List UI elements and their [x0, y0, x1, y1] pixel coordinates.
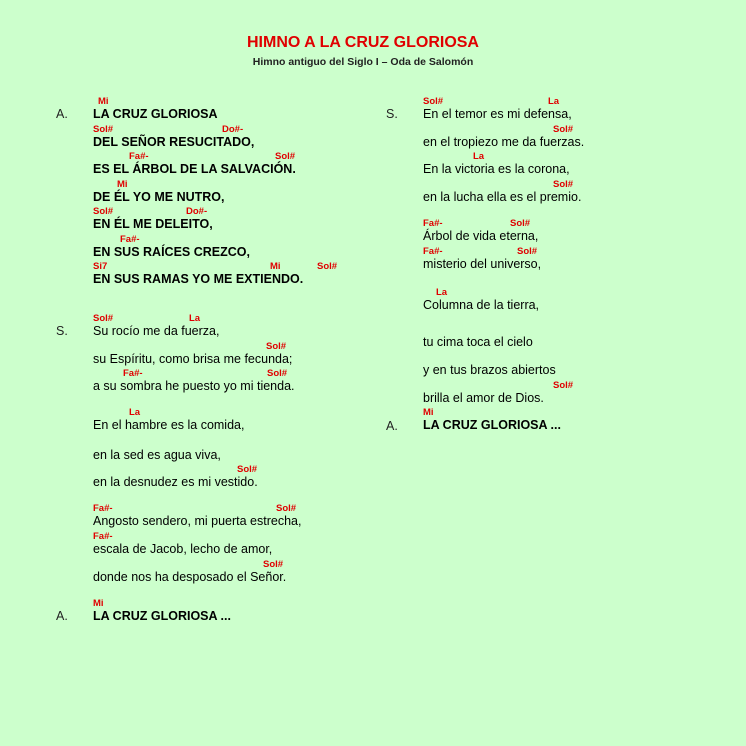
chord-label: Sol#	[263, 559, 284, 570]
chord-label: Sol#	[267, 368, 288, 379]
chord-label: Sol#	[276, 503, 297, 514]
right-verse-line	[423, 352, 723, 380]
left-verse-line	[93, 151, 393, 179]
right-verse-line	[423, 124, 723, 152]
chord-label: La	[436, 287, 448, 298]
chord-label: Sol#	[553, 380, 574, 391]
chord-label: La	[129, 407, 141, 418]
left-verse-line	[93, 234, 393, 262]
right-verse-line	[423, 324, 723, 352]
chord-label: Si7	[93, 261, 108, 272]
song-subtitle: Himno antiguo del Siglo I – Oda de Salomón	[252, 56, 474, 68]
lyric-text: Árbol de vida eterna,	[423, 229, 539, 243]
chord-label: Sol#	[93, 124, 114, 135]
chord-label: Sol#	[266, 341, 287, 352]
chord-label: Mi	[98, 96, 109, 107]
left-verse-line	[93, 179, 393, 207]
chord-label: Sol#	[553, 179, 574, 190]
chord-label: Do#-	[222, 124, 244, 135]
lyric-text: donde nos ha desposado el Señor.	[93, 570, 287, 584]
lyric-text: EN SUS RAÍCES CREZCO,	[93, 245, 250, 259]
left-verse-line	[93, 559, 393, 587]
lyric-text: EN SUS RAMAS YO ME EXTIENDO.	[93, 272, 304, 286]
section-marker: A.	[56, 609, 68, 623]
lyric-text: DE ÉL YO ME NUTRO,	[93, 190, 225, 204]
lyric-text: DEL SEÑOR RESUCITADO,	[93, 135, 255, 149]
chord-label: Fa#-	[423, 218, 443, 229]
right-verse-line	[423, 151, 723, 179]
right-verse-line	[423, 380, 723, 408]
left-verse-line	[93, 313, 393, 341]
lyric-text: LA CRUZ GLORIOSA ...	[423, 418, 561, 432]
left-verse-line	[93, 598, 393, 626]
chord-label: Sol#	[423, 96, 444, 107]
lyric-text: EN ÉL ME DELEITO,	[93, 217, 213, 231]
lyric-text: LA CRUZ GLORIOSA	[93, 107, 218, 121]
left-verse-line	[93, 96, 393, 124]
lyric-text: ES EL ÁRBOL DE LA SALVACIÓN.	[93, 162, 296, 176]
left-verse-line	[93, 437, 393, 465]
left-verse-line	[93, 206, 393, 234]
chord-label: Sol#	[93, 313, 114, 324]
left-verse-line	[93, 464, 393, 492]
lyric-text: en la desnudez es mi vestido.	[93, 475, 258, 489]
section-marker: A.	[56, 107, 68, 121]
left-verse-line	[93, 531, 393, 559]
section-marker: S.	[56, 324, 68, 338]
chord-label: Sol#	[275, 151, 296, 162]
section-marker: S.	[386, 107, 398, 121]
lyric-text: En el temor es mi defensa,	[423, 107, 572, 121]
chord-label: Mi	[117, 179, 128, 190]
lyric-text: misterio del universo,	[423, 257, 542, 271]
lyric-text: LA CRUZ GLORIOSA ...	[93, 609, 231, 623]
chord-label: La	[189, 313, 201, 324]
left-verse-line	[93, 341, 393, 369]
chord-label: Sol#	[517, 246, 538, 257]
lyric-text: En el hambre es la comida,	[93, 418, 245, 432]
chord-label: Do#-	[186, 206, 208, 217]
chord-label: Fa#-	[93, 503, 113, 514]
chord-label: Fa#-	[423, 246, 443, 257]
chord-label: Sol#	[93, 206, 114, 217]
chord-label: Fa#-	[120, 234, 140, 245]
left-verse-line	[93, 261, 393, 289]
chord-label: Mi	[93, 598, 104, 609]
chord-label: Fa#-	[123, 368, 143, 379]
lyric-text: Angosto sendero, mi puerta estrecha,	[93, 514, 302, 528]
lyric-text: En la victoria es la corona,	[423, 162, 570, 176]
lyric-text: y en tus brazos abiertos	[423, 363, 556, 377]
right-verse-line	[423, 287, 723, 315]
chord-label: Mi	[270, 261, 281, 272]
lyric-text: escala de Jacob, lecho de amor,	[93, 542, 273, 556]
lyric-text: a su sombra he puesto yo mi tienda.	[93, 379, 295, 393]
right-verse-line	[423, 179, 723, 207]
lyric-text: tu cima toca el cielo	[423, 335, 533, 349]
chord-label: Sol#	[553, 124, 574, 135]
right-verse-line	[423, 407, 723, 435]
section-marker: A.	[386, 419, 398, 433]
right-verse-line	[423, 218, 723, 246]
lyric-text: su Espíritu, como brisa me fecunda;	[93, 352, 293, 366]
chord-label: Fa#-	[129, 151, 149, 162]
left-verse-line	[93, 124, 393, 152]
lyric-text: Su rocío me da fuerza,	[93, 324, 220, 338]
lyric-text: Columna de la tierra,	[423, 298, 540, 312]
song-title: HIMNO A LA CRUZ GLORIOSA	[247, 34, 479, 51]
chord-label: Sol#	[510, 218, 531, 229]
right-verse-line	[423, 246, 723, 274]
lyric-text: en el tropiezo me da fuerzas.	[423, 135, 585, 149]
chord-label: Sol#	[317, 261, 338, 272]
chord-label: Mi	[423, 407, 434, 418]
left-verse-line	[93, 368, 393, 396]
left-verse-line	[93, 503, 393, 531]
lyric-text: brilla el amor de Dios.	[423, 391, 544, 405]
chord-label: Fa#-	[93, 531, 113, 542]
lyric-text: en la sed es agua viva,	[93, 448, 221, 462]
lyric-text: en la lucha ella es el premio.	[423, 190, 582, 204]
chord-label: La	[548, 96, 560, 107]
chord-label: Sol#	[237, 464, 258, 475]
chord-label: La	[473, 151, 485, 162]
left-verse-line	[93, 407, 393, 435]
right-verse-line	[423, 96, 723, 124]
